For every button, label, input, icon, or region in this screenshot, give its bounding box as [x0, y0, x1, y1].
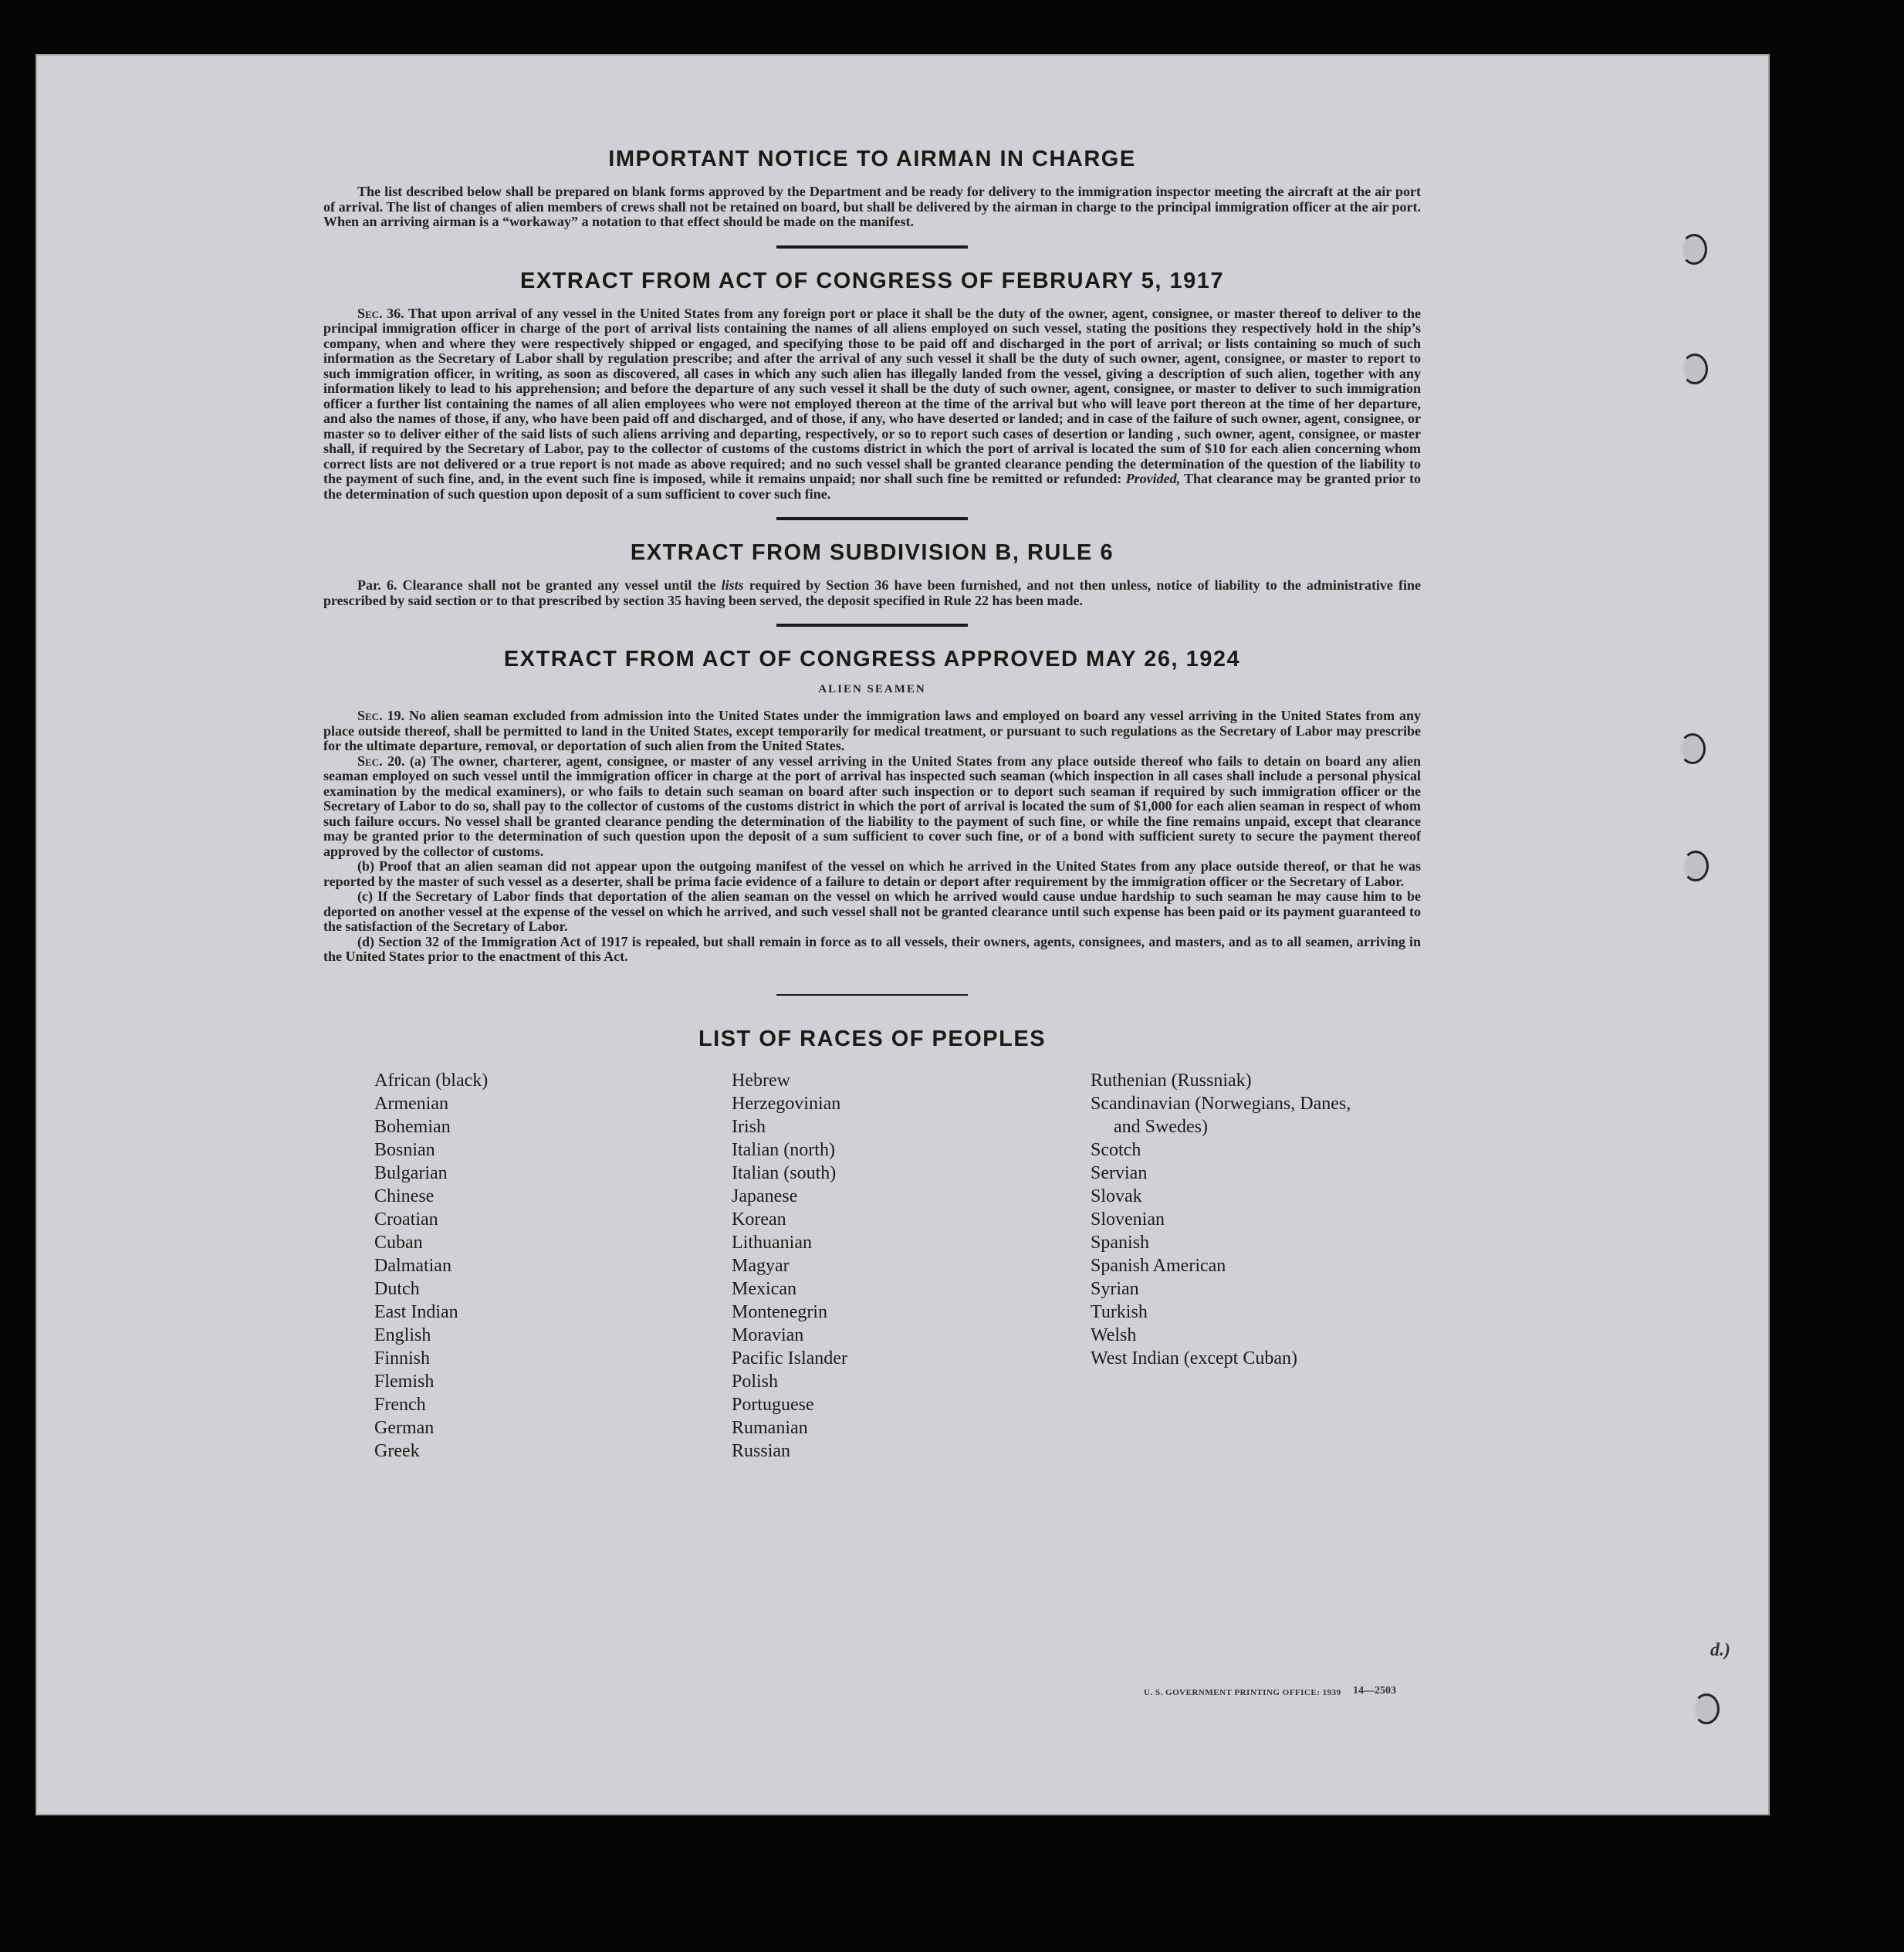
section-divider: [776, 517, 968, 520]
race-item: Japanese: [732, 1186, 798, 1206]
race-item: Korean: [732, 1209, 786, 1230]
notice-heading: IMPORTANT NOTICE TO AIRMAN IN CHARGE: [608, 147, 1136, 171]
race-item: Bosnian: [374, 1139, 435, 1160]
italic-term: Provided,: [1125, 471, 1181, 486]
binder-hole: [1679, 733, 1706, 764]
section-divider: [776, 245, 968, 249]
race-item: Greek: [374, 1440, 420, 1461]
race-item: Armenian: [374, 1093, 448, 1114]
document-content: [323, 147, 1421, 1486]
race-item: Flemish: [374, 1371, 435, 1392]
section-20b-text: (b) Proof that an alien seaman did not appear upon the outgoing manifest of the vessel on which he arrived in the United States from any place outside thereof, or that he was reported by the master of such vessel as a deserter, shall be prima facie evidence of a failure to detain or deport after requirement by the immigration officer or the Secretary of Labor.: [323, 858, 1421, 889]
race-item: Slovenian: [1091, 1209, 1165, 1230]
section-20a-text: [323, 754, 1421, 860]
extract-1917-section: [323, 269, 1421, 502]
section-19-text: [323, 709, 1421, 754]
extract-1924-heading: EXTRACT FROM ACT OF CONGRESS APPROVED MAY 26, 1924: [503, 647, 1241, 672]
race-item: Polish: [732, 1371, 779, 1392]
section-text: That upon arrival of any vessel in the United States from any foreign port or place it shall be the duty of the owner, agent, consignee, or master thereof to deliver to the principal immigration officer in charge of the port of arrival lists containing the names of all aliens employed on such vessel, stating the positions they respectively hold in the ship’s company, when and where they were respectively shipped or engaged, and specifying those to be paid off and discharged in the port of arrival; or lists containing so much of such information as the Secretary of Labor shall by regulation prescribe; and after the arrival of any such vessel it shall be the duty of such owner, agent, consignee, or master to report to such immigration officer, in writing, as soon as discovered, all cases in which any such alien has illegally landed from the vessel, giving a description of such alien, together with any information likely to lead to his apprehension; and before the departure of any such vessel it shall be the duty of such owner, agent, consignee, or master to deliver to such immigration officer a further list containing the names of all alien employees who were not employed thereon at the time of the arrival but who will leave port thereon at the time of her departure, and also the names of those, if any, who have been paid off and discharged, and of those, if any, who have deserted or landed; and in case of the failure of such owner, agent, consignee, or master so to deliver either of the said lists of such aliens arriving and departing, respectively, or so to report such cases of desertion or landing , such owner, agent, consignee, or master shall, if required by the Secretary of Labor, pay to the collector of customs of the customs district in which the port of arrival is located the sum of $10 for each alien concerning whom correct lists are not delivered or a true report is not made as above required; and no such vessel shall be granted clearance pending the determination of the question of the liability to the payment of such fine, and, in the event such fine is imposed, while it remains unpaid; nor shall such fine be remitted or refunded:: [323, 305, 1421, 486]
race-item: Rumanian: [732, 1417, 808, 1438]
race-item: Spanish American: [1091, 1255, 1226, 1276]
section-20d-text: (d) Section 32 of the Immigration Act of 1917 is repealed, but shall remain in force as to all vessels, their owners, agents, consignees, and masters, and as to all seamen, arriving in the United States prior to the enactment of this Act.: [323, 933, 1421, 964]
alien-seamen-subheading: ALIEN SEAMEN: [818, 683, 926, 695]
section-text: (a) The owner, charterer, agent, consignee, or master of any vessel arriving in the United States from any place outside thereof who fails to detain on board any alien seaman employed on such vessel until the immigration officer in charge at the port of arrival has inspected such seaman (which inspection in all cases shall include a personal physical examination by the medical examiners), or who fails to detain such seaman on board after such inspection or to deport such seaman if required by such immigration officer or the Secretary of Labor to do so, shall pay to the collector of customs of the customs district in which the port of arrival is located the sum of $1,000 for each alien seaman in respect of whom such failure occurs. No vessel shall be granted clearance pending the determination of the liability to the payment of such fine, or while the fine remains unpaid, except that clearance may be granted prior to the determination of such question upon the deposit of a sum sufficient to cover such fine, or of a bond with sufficient surety to secure the payment thereof approved by the collector of customs.: [323, 753, 1422, 859]
race-item: Servian: [1091, 1162, 1148, 1183]
race-item: Welsh: [1091, 1324, 1137, 1345]
notice-section: [323, 147, 1421, 230]
race-item: German: [374, 1417, 435, 1438]
race-item: and Swedes): [1114, 1116, 1208, 1137]
race-item: African (black): [374, 1070, 489, 1091]
rule-6-text: [323, 578, 1421, 608]
race-item: Chinese: [374, 1186, 435, 1206]
binder-hole: [1681, 234, 1707, 265]
race-item: Montenegrin: [732, 1301, 827, 1322]
races-list: [323, 1069, 1421, 1486]
section-label: Sec. 20.: [357, 753, 405, 769]
race-item: Bohemian: [374, 1116, 451, 1137]
race-item: Magyar: [732, 1255, 790, 1276]
race-item: Ruthenian (Russniak): [1091, 1070, 1252, 1091]
section-text: No alien seaman excluded from admission into the United States under the immigration laws and employed on board any vessel arriving in the United States from any place outside thereof, shall be permitted to land in the United States, except temporarily for medical treatment, or pursuant to such regulations as the Secretary of Labor may prescribe for the ultimate departure, removal, or deportation of such alien from the United States.: [323, 708, 1422, 753]
section-divider: [776, 624, 968, 627]
section-label: Sec. 36.: [357, 305, 404, 321]
race-item: Finnish: [374, 1348, 431, 1368]
race-item: Herzegovinian: [732, 1093, 841, 1114]
race-item: Bulgarian: [374, 1162, 448, 1183]
paragraph-text: Par. 6. Clearance shall not be granted any vessel until the: [357, 577, 716, 593]
extract-1924-section: [323, 647, 1421, 965]
race-item: Dutch: [374, 1278, 420, 1299]
race-item: Scotch: [1091, 1139, 1141, 1160]
rule-6-heading: EXTRACT FROM SUBDIVISION B, RULE 6: [630, 540, 1114, 565]
italic-term: lists: [721, 577, 744, 593]
race-item: Turkish: [1091, 1301, 1148, 1322]
races-column-2: [732, 1069, 847, 1463]
race-item: Irish: [732, 1116, 766, 1137]
race-item: Syrian: [1091, 1278, 1139, 1299]
races-section: [323, 1027, 1421, 1486]
section-20c-text: (c) If the Secretary of Labor finds that deportation of the alien seaman on the vessel on which he arrived would cause undue hardship to such seaman he may cause him to be deported on another vessel at the expense of the vessel on which he arrived, and such vessel shall not be granted clearance until such expense has been paid or its payment guaranteed to the satisfaction of the Secretary of Labor.: [323, 888, 1421, 934]
races-column-3: [1091, 1069, 1351, 1370]
race-item: Spanish: [1091, 1232, 1150, 1253]
section-divider: [776, 994, 968, 996]
race-item: Portuguese: [732, 1394, 814, 1415]
race-item: Lithuanian: [732, 1232, 812, 1253]
rule-6-section: [323, 540, 1421, 608]
races-heading: LIST OF RACES OF PEOPLES: [698, 1026, 1047, 1051]
race-item: East Indian: [374, 1301, 458, 1322]
race-item: Hebrew: [732, 1070, 790, 1091]
section-text: That clearance may be granted prior to the determination of such question upon deposit of a sum sufficient to cover such fine.: [323, 471, 1421, 502]
notice-text: The list described below shall be prepared on blank forms approved by the Department and be ready for delivery to the immigration inspector meeting the aircraft at the air port of arrival. The list of changes of alien members of crews shall not be retained on board, but shall be delivered by the airman in charge to the principal immigration officer at the air port. When an arriving airman is a “workaway” a notation to that effect should be made on the manifest.: [323, 184, 1421, 229]
race-item: Italian (south): [732, 1162, 837, 1183]
binder-hole: [1682, 354, 1708, 384]
binder-hole: [1682, 851, 1709, 881]
race-item: Scandinavian (Norwegians, Danes,: [1091, 1093, 1351, 1114]
extract-1917-text: [323, 306, 1421, 502]
race-item: Mexican: [732, 1278, 796, 1299]
race-item: Slovak: [1091, 1186, 1142, 1206]
race-item: Pacific Islander: [732, 1348, 847, 1368]
binder-hole: [1693, 1693, 1720, 1724]
paragraph-text: required by Section 36 have been furnished, and not then unless, notice of liability to the administrative fine prescribed by said section or to that prescribed by section 35 having been served, the deposit specified in Rule 22 has been made.: [323, 577, 1422, 608]
race-item: West Indian (except Cuban): [1091, 1348, 1297, 1368]
race-item: Italian (north): [732, 1139, 835, 1160]
race-item: French: [374, 1394, 426, 1415]
race-item: Cuban: [374, 1232, 423, 1253]
race-item: Dalmatian: [374, 1255, 451, 1276]
section-label: Sec. 19.: [357, 708, 404, 723]
edge-text-fragment: d.): [1710, 1640, 1730, 1660]
printing-office-imprint: U. S. GOVERNMENT PRINTING OFFICE: 1939: [1144, 1688, 1341, 1697]
race-item: Russian: [732, 1440, 791, 1461]
race-item: English: [374, 1324, 431, 1345]
race-item: Croatian: [374, 1209, 438, 1230]
races-column-1: [374, 1069, 488, 1463]
extract-1917-heading: EXTRACT FROM ACT OF CONGRESS OF FEBRUARY 5, 1917: [519, 268, 1225, 293]
race-item: Moravian: [732, 1324, 804, 1345]
form-number: 14—2503: [1353, 1685, 1396, 1697]
